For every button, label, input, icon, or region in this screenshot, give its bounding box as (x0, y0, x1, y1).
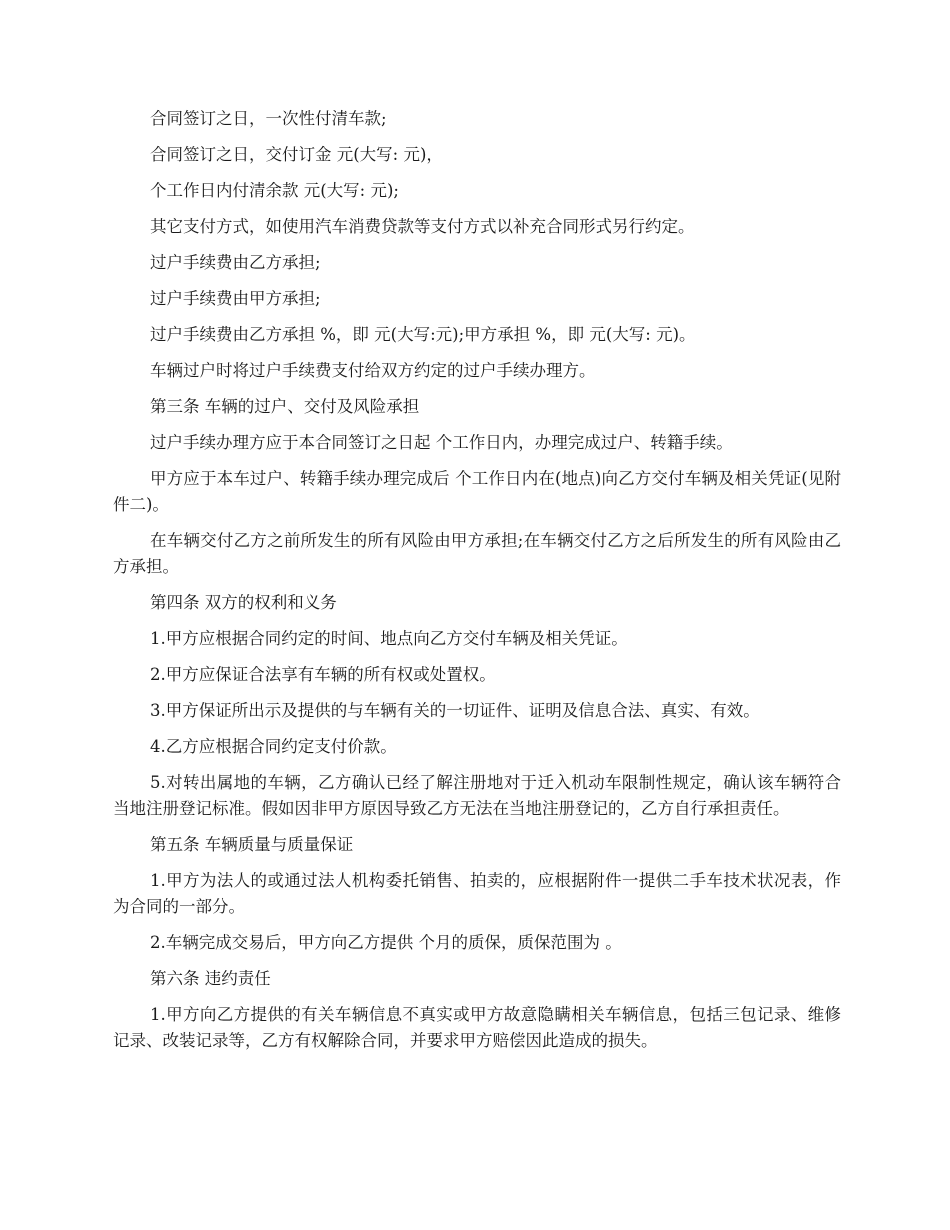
paragraph: 过户手续费由乙方承担 %，即 元(大写:元);甲方承担 %，即 元(大写: 元)。 (150, 325, 696, 344)
section-heading: 第四条 双方的权利和义务 (150, 593, 337, 612)
paragraph: 车辆过户时将过户手续费支付给双方约定的过户手续办理方。 (150, 361, 596, 380)
section-heading: 第三条 车辆的过户、交付及风险承担 (150, 397, 420, 416)
paragraph: 个工作日内付清余款 元(大写: 元); (150, 181, 399, 200)
paragraph: 过户手续办理方应于本合同签订之日起 个工作日内，办理完成过户、转籍手续。 (150, 433, 733, 452)
list-item: 1.甲方应根据合同约定的时间、地点向乙方交付车辆及相关凭证。 (150, 629, 628, 648)
list-item: 4.乙方应根据合同约定支付价款。 (150, 737, 397, 756)
list-item: 2.甲方应保证合法享有车辆的所有权或处置权。 (150, 665, 496, 684)
list-item: 5.对转出属地的车辆，乙方确认已经了解注册地对于迁入机动车限制性规定，确认该车辆符合当地注册登记标准。假如因非甲方原因导致乙方无法在当地注册登记的，乙方自行承担责任。 (113, 773, 841, 818)
section-heading: 第五条 车辆质量与质量保证 (150, 835, 354, 854)
paragraph: 其它支付方式，如使用汽车消费贷款等支付方式以补充合同形式另行约定。 (150, 217, 695, 236)
list-item: 3.甲方保证所出示及提供的与车辆有关的一切证件、证明及信息合法、真实、有效。 (150, 701, 760, 720)
list-item: 1.甲方向乙方提供的有关车辆信息不真实或甲方故意隐瞒相关车辆信息，包括三包记录、维修记录、改装记录等，乙方有权解除合同，并要求甲方赔偿因此造成的损失。 (113, 1005, 841, 1050)
list-item: 2.车辆完成交易后，甲方向乙方提供 个月的质保，质保范围为 。 (150, 933, 622, 952)
paragraph: 合同签订之日，交付订金 元(大写: 元)， (150, 145, 443, 164)
paragraph: 过户手续费由乙方承担; (150, 253, 321, 272)
section-heading: 第六条 违约责任 (150, 969, 271, 988)
paragraph: 过户手续费由甲方承担; (150, 289, 321, 308)
document-page (113, 106, 841, 1064)
paragraph: 在车辆交付乙方之前所发生的所有风险由甲方承担;在车辆交付乙方之后所发生的所有风险由乙方承担。 (113, 531, 841, 576)
paragraph: 甲方应于本车过户、转籍手续办理完成后 个工作日内在(地点)向乙方交付车辆及相关凭证(见附件二)。 (113, 469, 841, 514)
paragraph: 合同签订之日，一次性付清车款; (150, 109, 387, 128)
list-item: 1.甲方为法人的或通过法人机构委托销售、拍卖的，应根据附件一提供二手车技术状况表，作为合同的一部分。 (113, 871, 841, 916)
